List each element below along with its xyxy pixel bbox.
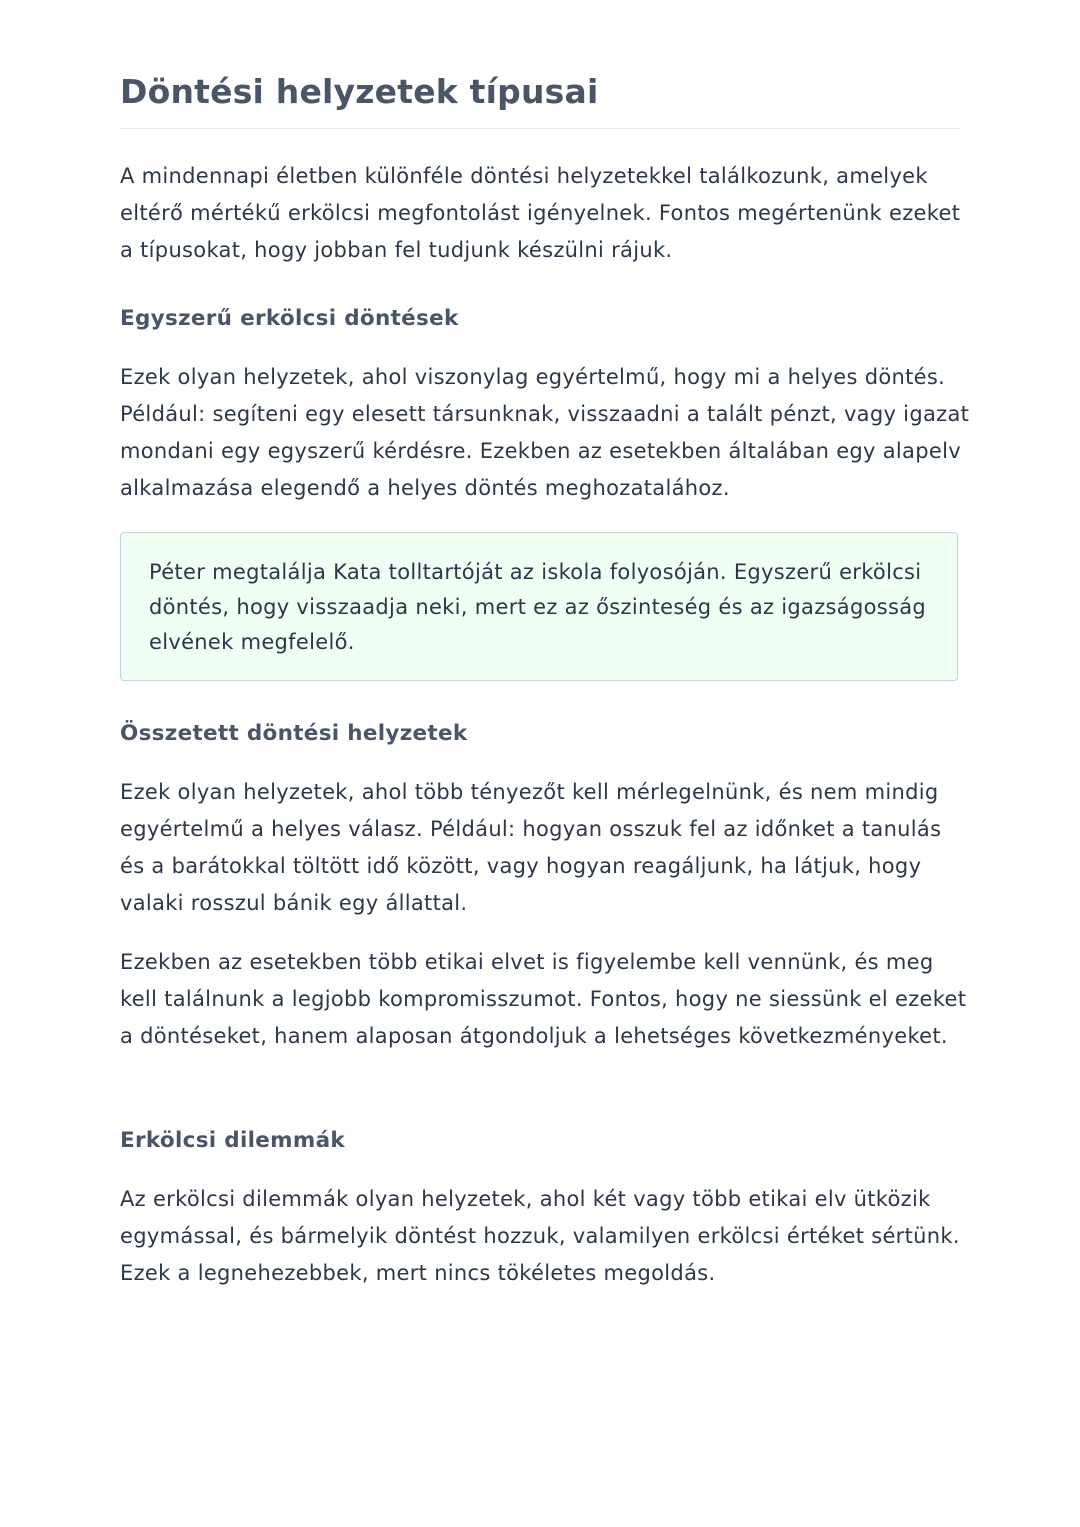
section-paragraph: Az erkölcsi dilemmák olyan helyzetek, ahol két vagy több etikai elv ütközik egymással, és bármelyik döntést hozzuk, valamilyen erkölcsi értéket sértünk. Ezek a legnehezebbek, mert nincs tökéletes megoldás. — [120, 1187, 960, 1285]
section-paragraph: Ezek olyan helyzetek, ahol viszonylag egyértelmű, hogy mi a helyes döntés. Például: segíteni egy elesett társunknak, visszaadni a talált pénzt, vagy igazat mondani egy egyszerű kérdésre. Ezekben az esetekben általában egy alapelv alkalmazása elegendő a helyes döntés meghozatalához. — [120, 365, 970, 500]
intro-paragraph: A mindennapi életben különféle döntési helyzetekkel találkozunk, amelyek eltérő mértékű erkölcsi megfontolást igényelnek. Fontos megértenünk ezeket a típusokat, hogy jobban fel tudjunk készülni rájuk. — [120, 164, 961, 262]
example-box — [120, 532, 958, 681]
section-paragraph: Ezek olyan helyzetek, ahol több tényezőt kell mérlegelnünk, és nem mindig egyértelmű a helyes válasz. Például: hogyan osszuk fel az időnket a tanulás és a barátokkal töltött idő között, vagy hogyan reagáljunk, ha látjuk, hogy valaki rosszul bánik egy állattal. — [120, 780, 942, 915]
section-paragraph: Ezekben az esetekben több etikai elvet is figyelembe kell vennünk, és meg kell találnunk a legjobb kompromisszumot. Fontos, hogy ne siessünk el ezeket a döntéseket, hanem alaposan átgondoljuk a lehetséges következményeket. — [120, 950, 967, 1048]
section-heading-complex-situations: Összetett döntési helyzetek — [120, 721, 468, 746]
section-heading-moral-dilemmas: Erkölcsi dilemmák — [120, 1128, 345, 1153]
example-text: Péter megtalálja Kata tolltartóját az iskola folyosóján. Egyszerű erkölcsi döntés, hogy visszaadja neki, mert ez az őszinteség és az igazságosság elvének megfelelő. — [149, 560, 927, 654]
page-title: Döntési helyzetek típusai — [120, 72, 599, 111]
title-divider — [120, 128, 960, 129]
section-heading-simple-decisions: Egyszerű erkölcsi döntések — [120, 306, 459, 331]
